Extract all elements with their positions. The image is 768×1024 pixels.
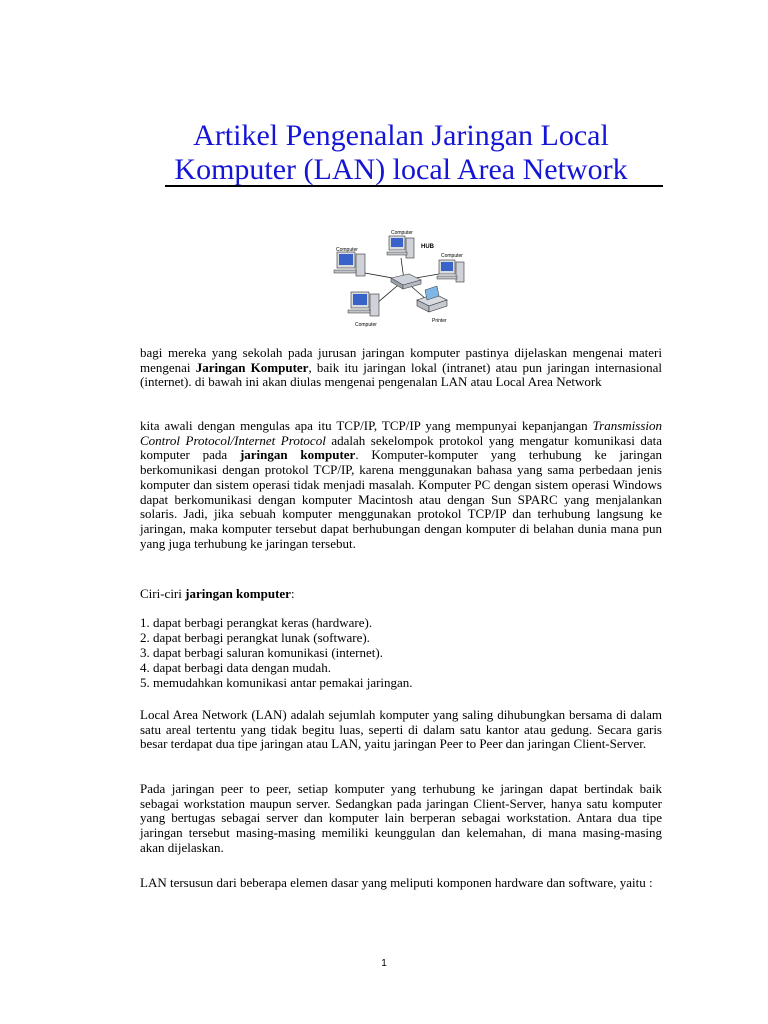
paragraph-tcpip <box>140 419 662 551</box>
list-item: 3. dapat berbagi saluran komunikasi (internet). <box>140 644 383 660</box>
p6-text: LAN tersusun dari beberapa elemen dasar yang meliputi komponen hardware dan software, yaitu : <box>140 875 653 890</box>
label-hub: HUB <box>421 244 434 250</box>
label-computer-top: Computer <box>391 230 413 236</box>
computer-icon-left <box>334 252 365 276</box>
p1-text-a: bagi mereka yang sekolah pada jurusan jaringan komputer pastinya dijelaskan mengenai materi mengenai <box>140 345 662 375</box>
page-number: 1 <box>381 958 387 969</box>
network-diagram <box>329 228 475 330</box>
p4-text: Local Area Network (LAN) adalah sejumlah komputer yang saling dihubungkan bersama di dalam satu areal tertentu yang tidak begitu luas, seperti di dalam satu kantor atau gedung. Secara garis besar terdapat dua tipe jaringan atau LAN, yaitu jaringan Peer to Peer dan jaringan Client-Server. <box>140 707 662 752</box>
list-item: 5. memudahkan komunikasi antar pemakai jaringan. <box>140 674 413 690</box>
p3-bold-term: jaringan komputer <box>185 586 291 601</box>
paragraph-lan-elements <box>140 876 662 891</box>
p5-text: Pada jaringan peer to peer, setiap komputer yang terhubung ke jaringan dapat bertindak baik sebagai workstation maupun server. Sedangkan pada jaringan Client-Server, hanya satu komputer yang bertugas sebagai server dan komputer lain berperan sebagai workstation. Antara dua tipe jaringan tersebut masing-masing memiliki keunggulan dan kelemahan, di mana masing-masing akan dijelaskan. <box>140 781 662 855</box>
label-computer-bottom: Computer <box>355 322 377 328</box>
paragraph-lan-definition <box>140 708 662 752</box>
p1-text-b: , baik itu jaringan lokal (intranet) atau pun jaringan internasional (internet). di bawah ini akan diulas mengenai pengenalan LAN atau Local Area Network <box>140 359 662 390</box>
title-line-2: Komputer (LAN) local Area Network <box>174 153 628 186</box>
paragraph-peer-client <box>140 782 662 856</box>
p2-text-a: kita awali dengan mengulas apa itu TCP/IP, TCP/IP yang mempunyai kepanjangan <box>140 418 593 433</box>
computer-icon-top <box>387 236 414 258</box>
title-underline <box>165 185 663 187</box>
computer-icon-right <box>437 260 464 282</box>
ciri-list <box>140 616 662 690</box>
p3-text-a: Ciri-ciri <box>140 586 186 601</box>
label-printer: Printer <box>432 318 447 324</box>
title-line-1: Artikel Pengenalan Jaringan Local <box>193 119 609 152</box>
printer-icon <box>417 286 447 312</box>
p2-text-b: adalah sekelompok protokol yang mengatur komunikasi data komputer pada <box>140 432 662 463</box>
paragraph-ciri-heading <box>140 587 662 602</box>
p2-italic-term: Transmission Control Protocol/Internet Protocol <box>140 418 662 448</box>
p1-bold-term: Jaringan Komputer <box>195 359 309 375</box>
p3-text-b: : <box>290 586 295 601</box>
paragraph-intro <box>140 346 662 390</box>
hub-icon <box>391 274 421 289</box>
label-computer-left: Computer <box>336 247 358 253</box>
computer-icon-bottom <box>348 292 379 316</box>
label-computer-right: Computer <box>441 253 463 259</box>
p2-bold-term: jaringan komputer <box>239 447 356 463</box>
p2-text-c: . Komputer-komputer yang terhubung ke jaringan berkomunikasi dengan protokol TCP/IP, karena menggunakan bahasa yang sama perbedaan jenis komputer dan sistem operasi tidak menjadi masalah. Komputer PC dengan sistem operasi Windows dapat berkomunikasi dengan komputer Macintosh atau dengan Sun SPARC yang menjalankan solaris. Jadi, jika sebuah komputer menggunakan protokol TCP/IP dan terhubung langsung ke jaringan, maka komputer tersebut dapat berhubungan dengan komputer di belahan dunia mana pun yang juga terhubung ke jaringan tersebut. <box>140 447 662 551</box>
document-title <box>140 119 662 187</box>
list-item: 4. dapat berbagi data dengan mudah. <box>140 659 331 675</box>
list-item: 1. dapat berbagi perangkat keras (hardware). <box>140 615 373 630</box>
list-item: 2. dapat berbagi perangkat lunak (software). <box>140 629 370 645</box>
